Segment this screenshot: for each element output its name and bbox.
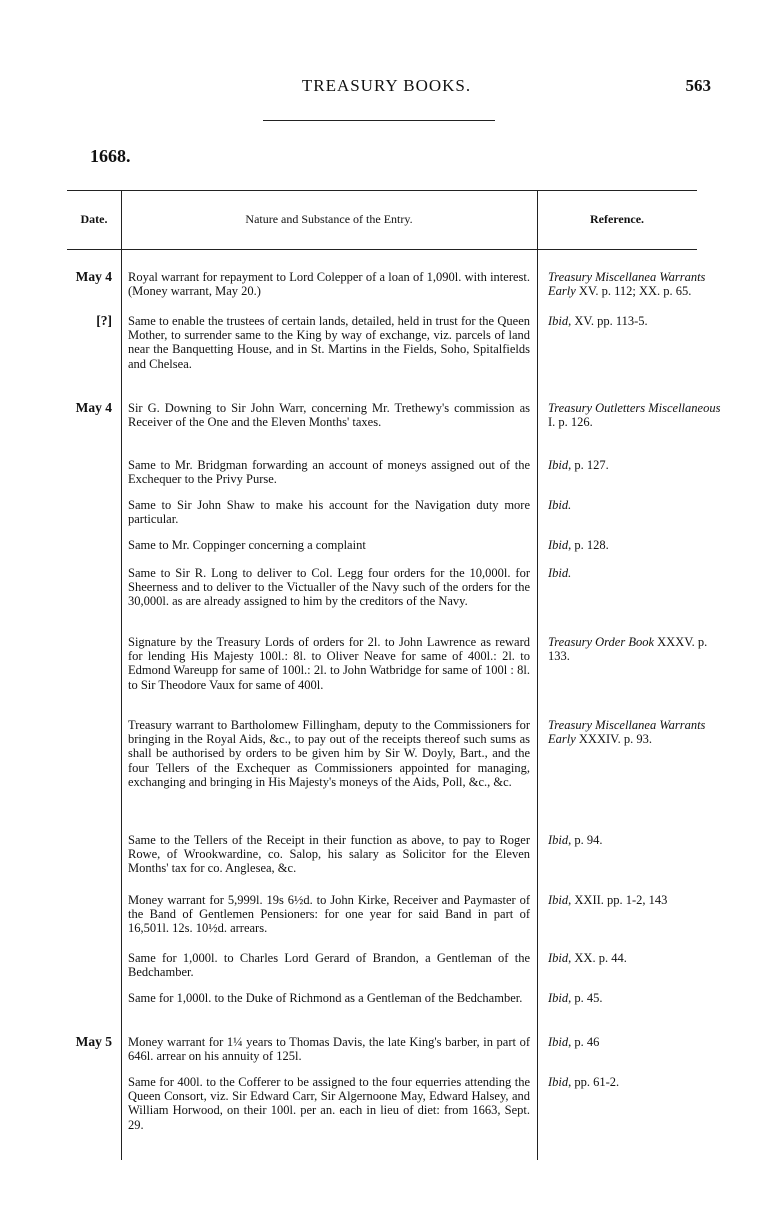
entry-text: Same for 1,000l. to the Duke of Richmond as a Gentleman of the Bedchamber. xyxy=(128,991,523,1005)
entry-reference xyxy=(548,270,728,298)
running-head xyxy=(0,76,773,100)
entry-text: Sir G. Downing to Sir John Warr, concerning Mr. Trethewy's commission as Receiver of the One and the Eleven Months' taxes. xyxy=(128,401,530,430)
entry-reference xyxy=(548,833,728,847)
reference-source: Ibid xyxy=(548,893,569,907)
entry-text: Same to Mr. Coppinger concerning a complaint xyxy=(128,538,366,552)
reference-source: Ibid xyxy=(548,538,569,552)
nature-column-header: Nature and Substance of the Entry. xyxy=(245,212,413,226)
reference-source: Treasury Order Book xyxy=(548,635,655,649)
entry-reference xyxy=(548,566,728,580)
entry-date: [?] xyxy=(96,313,112,328)
entry-reference xyxy=(548,1075,728,1089)
reference-source: Treasury Miscellanea Warrants Early xyxy=(548,270,706,299)
entry-text: Royal warrant for repayment to Lord Colepper of a loan of 1,090l. with interest. (Money warrant, May 20.) xyxy=(128,270,530,299)
page-number: 563 xyxy=(685,76,711,95)
reference-source: Treasury Outletters Miscellaneous xyxy=(548,401,721,415)
reference-location: , XXII. pp. 1-2, 143 xyxy=(568,893,668,907)
header-rule xyxy=(263,120,495,121)
table-top-rule xyxy=(67,190,697,191)
table-header-rule xyxy=(67,249,697,250)
entry-reference xyxy=(548,401,728,429)
reference-source: Ibid xyxy=(548,314,569,328)
reference-source: Ibid xyxy=(548,951,569,965)
reference-source: Ibid. xyxy=(548,566,572,580)
entry-text: Same to the Tellers of the Receipt in their function as above, to pay to Roger Rowe, of Wrookwardine, co. Salop, his salary as Solicitor for the Eleven Months' tax for co. Anglesea, &c. xyxy=(128,833,530,876)
date-column-header: Date. xyxy=(80,212,108,226)
entry-text: Same to Sir R. Long to deliver to Col. Legg four orders for the 10,000l. for Sheerness and to deliver to the Victualler of the Navy such of the orders for the 30,000l. as are already assigned to him by the creditors of the Navy. xyxy=(128,566,530,609)
date-column-divider xyxy=(121,190,122,1160)
reference-location: , p. 45. xyxy=(568,991,603,1005)
reference-source: Ibid xyxy=(548,1035,569,1049)
entry-date: May 5 xyxy=(75,1034,112,1049)
reference-location: , p. 128. xyxy=(568,538,609,552)
entry-text: Treasury warrant to Bartholomew Fillingham, deputy to the Commissioners for bringing in the Royal Aids, &c., to pay out of the receipts thereof such sums as shall be authorised by orders to be given him by Sir W. Doyly, Bart., and the four Tellers of the Exchequer as Commissioners appointed for managing, exchanging and bringing in His Majesty's moneys of the Aids, Poll, &c., &c. xyxy=(128,718,530,789)
reference-column-header: Reference. xyxy=(589,212,645,226)
reference-location: XXXV. p. 133. xyxy=(548,635,708,664)
entry-text: Same for 400l. to the Cofferer to be assigned to the four equerries attending the Queen Consort, viz. Sir Edward Carr, Sir Algernoone May, Edward Halsey, and William Horwood, on their 100l. per an. each in lieu of diet: from 1663, Sept. 29. xyxy=(128,1075,530,1132)
running-title: TREASURY BOOKS. xyxy=(301,76,472,95)
reference-location: XXXIV. p. 93. xyxy=(575,732,652,747)
reference-location: , XV. pp. 113-5. xyxy=(568,314,648,328)
entry-text: Same to enable the trustees of certain lands, detailed, held in trust for the Queen Mother, to surrender same to the King by way of exchange, viz. parcels of land near the Banquetting House, and in St. Martins in the Fields, Soho, Spitalfields and Chelsea. xyxy=(128,314,530,371)
entry-reference xyxy=(548,718,728,746)
reference-source: Ibid xyxy=(548,833,569,847)
reference-location: , pp. 61-2. xyxy=(568,1075,620,1089)
reference-location: , p. 94. xyxy=(568,833,603,847)
year-heading: 1668. xyxy=(90,146,131,166)
entry-reference xyxy=(548,498,728,512)
entry-date: May 4 xyxy=(75,269,112,284)
reference-location: , p. 46 xyxy=(568,1035,600,1049)
entry-date: May 4 xyxy=(75,400,112,415)
reference-location: , p. 127. xyxy=(568,458,609,472)
entry-text: Same for 1,000l. to Charles Lord Gerard of Brandon, a Gentleman of the Bedchamber. xyxy=(128,951,530,980)
reference-column-divider xyxy=(537,190,538,1160)
entry-reference xyxy=(548,991,728,1005)
entry-reference xyxy=(548,1035,728,1049)
reference-source: Ibid xyxy=(548,1075,569,1089)
entry-text: Same to Sir John Shaw to make his account for the Navigation duty more particular. xyxy=(128,498,530,527)
reference-source: Ibid xyxy=(548,458,569,472)
reference-source: Ibid xyxy=(548,991,569,1005)
entry-text: Signature by the Treasury Lords of orders for 2l. to John Lawrence as reward for lending His Majesty 100l.: 8l. to Oliver Neave for same of 400l.: 2l. to Edmond Wareupp for same of 100l.: 2l. to John Watbridge for same of 100l : 8l. to Sir Theodore Vaux for same of 400l. xyxy=(128,635,530,692)
entry-text: Same to Mr. Bridgman forwarding an account of moneys assigned out of the Exchequer to the Privy Purse. xyxy=(128,458,530,487)
reference-source: Treasury Miscellanea Warrants Early xyxy=(548,718,706,747)
entry-text: Money warrant for 1¼ years to Thomas Davis, the late King's barber, in part of 646l. arrear on his annuity of 125l. xyxy=(128,1035,530,1064)
entry-reference xyxy=(548,635,728,663)
entry-reference xyxy=(548,538,728,552)
reference-source: Ibid. xyxy=(548,498,572,512)
entry-reference xyxy=(548,314,728,328)
entry-reference xyxy=(548,951,728,965)
reference-location: I. p. 126. xyxy=(548,415,593,430)
reference-location: XV. p. 112; XX. p. 65. xyxy=(575,284,692,299)
reference-location: , XX. p. 44. xyxy=(568,951,627,965)
entry-text: Money warrant for 5,999l. 19s 6½d. to John Kirke, Receiver and Paymaster of the Band of Gentlemen Pensioners: for one year for said Band in part of 16,501l. 12s. 10½d. arrears. xyxy=(128,893,530,936)
entry-reference xyxy=(548,458,728,472)
entry-reference xyxy=(548,893,728,907)
